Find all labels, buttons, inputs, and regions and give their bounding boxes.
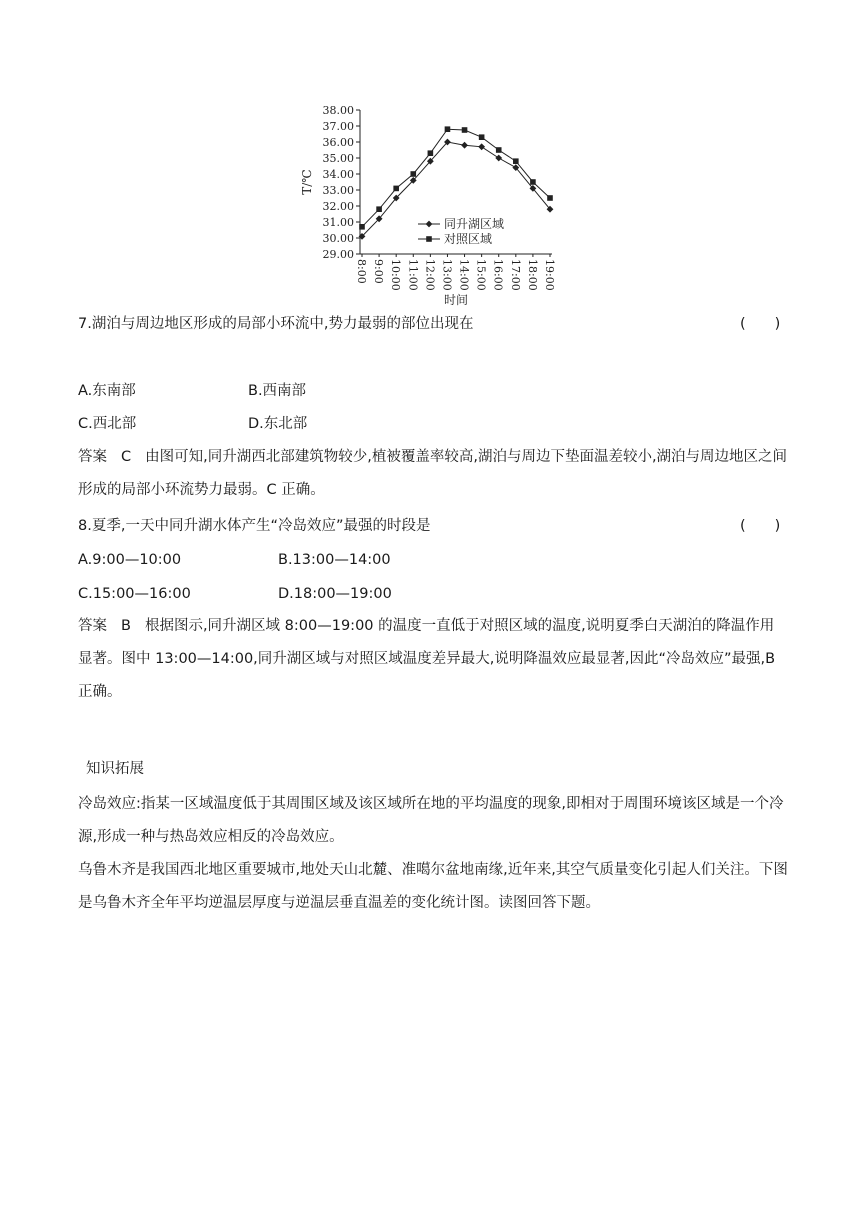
y-tick-label: 36.00 [322,136,354,149]
y-tick-label: 32.00 [322,200,354,213]
data-point [496,147,502,153]
x-tick-label: 19:00 [543,259,556,291]
data-point [462,127,468,133]
data-point [547,195,553,201]
x-tick-label: 9:00 [372,259,386,284]
q8-option-b[interactable]: B.13:00—14:00 [278,552,391,568]
q7-option-b[interactable]: B.西南部 [248,383,307,399]
data-point [478,143,485,150]
y-tick-label: 31.00 [322,216,354,229]
q8-stem: 8.夏季,一天中同升湖水体产生“冷岛效应”最强的时段是 [78,518,431,534]
x-tick-label: 13:00 [440,259,454,291]
data-point [376,206,382,212]
data-point [461,142,468,149]
legend-label: 同升湖区域 [444,217,505,231]
x-tick-label: 10:00 [389,259,403,291]
data-point [359,224,365,230]
x-tick-label: 12:00 [423,259,437,291]
extension-intro: 乌鲁木齐是我国西北地区重要城市,地处天山北麓、准噶尔盆地南缘,近年来,其空气质量变化引起人们关注。下图是乌鲁木齐全年平均逆温层厚度与逆温层垂直温差的变化统计图。读图回答下题。 [78,862,788,911]
q7-answer-key: C [121,449,132,465]
q7-option-c[interactable]: C.西北部 [78,416,137,432]
extension-title: 知识拓展 [86,761,144,777]
data-point [428,150,434,156]
q7-options-row2 [78,414,308,434]
q8-option-c[interactable]: C.15:00—16:00 [78,586,191,602]
legend-marker [426,236,432,242]
q8-option-a[interactable]: A.9:00—10:00 [78,552,182,568]
x-tick-label: 14:00 [457,259,471,291]
y-tick-label: 34.00 [322,168,354,181]
x-tick-label: 17:00 [508,259,522,291]
y-tick-label: 30.00 [322,232,354,245]
temperature-line-chart [290,96,570,308]
x-axis-title: 时间 [443,293,469,307]
q7-answer-text: 由图可知,同升湖西北部建筑物较少,植被覆盖率较高,湖泊与周边下垫面温差较小,湖泊与周边地区之间形成的局部小环流势力最弱。C 正确。 [78,449,788,498]
y-tick-label: 35.00 [322,152,354,165]
q8-answer-text: 根据图示,同升湖区域 8:00—19:00 的温度一直低于对照区域的温度,说明夏季白天湖泊的降温作用显著。图中 13:00—14:00,同升湖区域与对照区域温度差异最大,说明降温效应最显著,因此“冷岛效应”最强,B 正确。 [78,618,776,700]
y-tick-label: 38.00 [322,104,354,117]
data-point [513,158,519,164]
x-tick-label: 18:00 [525,259,539,291]
q8-answer-paren: ( ) [740,518,781,534]
extension-definition: 冷岛效应:指某一区域温度低于其周围区域及该区域所在地的平均温度的现象,即相对于周围环境该区域是一个冷源,形成一种与热岛效应相反的冷岛效应。 [78,796,784,845]
x-tick-label: 15:00 [474,259,488,291]
q8-options-row1 [78,550,391,570]
x-tick-label: 11:00 [406,259,420,291]
q7-answer-paren: ( ) [740,316,781,332]
x-tick-label: 16:00 [491,259,505,291]
q7-option-a[interactable]: A.东南部 [78,383,136,399]
q8-answer-label: 答案 [78,618,107,634]
data-point [445,126,451,132]
data-point [410,171,416,177]
data-point [495,155,502,162]
data-point [393,186,399,192]
q8-answer [78,610,788,709]
data-point [530,179,536,185]
q7-answer [78,441,788,507]
q7-option-d[interactable]: D.东北部 [248,416,308,432]
legend-label: 对照区域 [444,232,493,246]
y-tick-label: 37.00 [322,120,354,133]
q8-options-row2 [78,584,392,604]
data-point [479,134,485,140]
q8-answer-key: B [121,618,131,634]
q7-options-row1 [78,381,307,401]
q8-option-d[interactable]: D.18:00—19:00 [278,586,392,602]
x-tick-label: 8:00 [355,259,368,284]
y-tick-label: 29.00 [322,248,354,261]
y-axis-title: T/℃ [300,169,314,195]
q7-answer-label: 答案 [78,449,107,465]
legend-marker [426,221,433,228]
y-tick-label: 33.00 [322,184,354,197]
q7-stem: 7.湖泊与周边地区形成的局部小环流中,势力最弱的部位出现在 [78,316,474,332]
